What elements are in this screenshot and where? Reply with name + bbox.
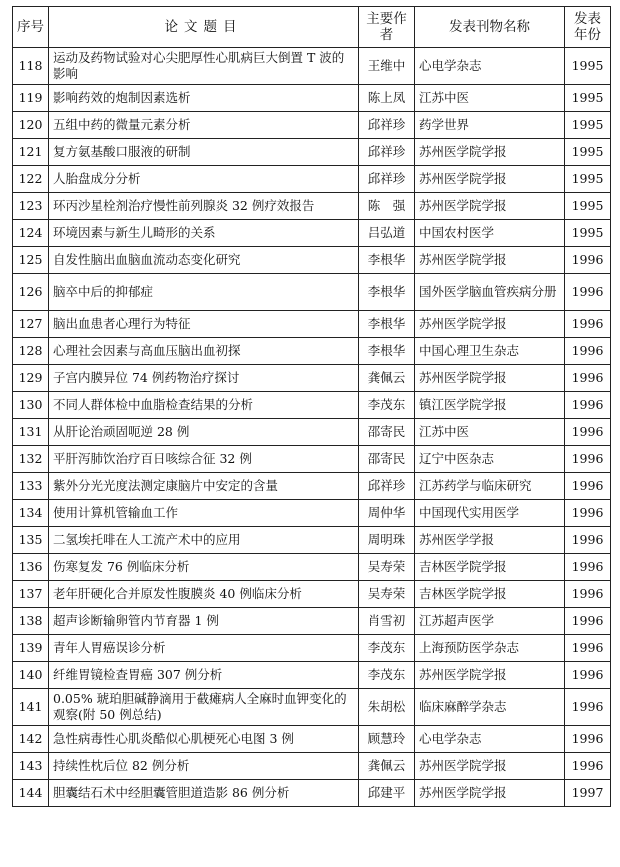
publish-year: 1996: [565, 581, 611, 608]
row-number: 125: [13, 247, 49, 274]
row-number: 139: [13, 635, 49, 662]
row-number: 129: [13, 365, 49, 392]
table-row: [13, 753, 611, 780]
paper-title: 运动及药物试验对心尖肥厚性心肌病巨大倒置 T 波的影响: [49, 48, 359, 85]
paper-title: 心理社会因素与高血压脑出血初探: [49, 338, 359, 365]
paper-title: 脑卒中后的抑郁症: [49, 274, 359, 311]
table-row: [13, 338, 611, 365]
row-number: 137: [13, 581, 49, 608]
paper-title: 老年肝硬化合并原发性腹膜炎 40 例临床分析: [49, 581, 359, 608]
row-number: 134: [13, 500, 49, 527]
header-title: 论文题目: [49, 7, 359, 48]
table-row: [13, 662, 611, 689]
author-name: 朱胡松: [359, 689, 415, 726]
journal-name: 中国心理卫生杂志: [415, 338, 565, 365]
publish-year: 1995: [565, 166, 611, 193]
row-number: 138: [13, 608, 49, 635]
journal-name: 苏州医学院学报: [415, 780, 565, 807]
row-number: 121: [13, 139, 49, 166]
paper-title: 复方氨基酸口服液的研制: [49, 139, 359, 166]
header-journal: 发表刊物名称: [415, 7, 565, 48]
publish-year: 1996: [565, 753, 611, 780]
table-row: [13, 112, 611, 139]
author-name: 邱建平: [359, 780, 415, 807]
row-number: 119: [13, 85, 49, 112]
row-number: 128: [13, 338, 49, 365]
author-name: 龚佩云: [359, 365, 415, 392]
author-name: 周明珠: [359, 527, 415, 554]
journal-name: 苏州医学院学报: [415, 247, 565, 274]
publish-year: 1996: [565, 274, 611, 311]
row-number: 124: [13, 220, 49, 247]
paper-title: 环丙沙星栓剂治疗慢性前列腺炎 32 例疗效报告: [49, 193, 359, 220]
paper-title: 纤维胃镜检查胃癌 307 例分析: [49, 662, 359, 689]
journal-name: 辽宁中医杂志: [415, 446, 565, 473]
paper-title: 紫外分光光度法测定康脑片中安定的含量: [49, 473, 359, 500]
table-body: [13, 48, 611, 807]
publish-year: 1996: [565, 500, 611, 527]
row-number: 123: [13, 193, 49, 220]
row-number: 132: [13, 446, 49, 473]
table-row: [13, 311, 611, 338]
paper-title: 伤寒复发 76 例临床分析: [49, 554, 359, 581]
row-number: 133: [13, 473, 49, 500]
journal-name: 苏州医学院学报: [415, 753, 565, 780]
publish-year: 1996: [565, 726, 611, 753]
publish-year: 1996: [565, 527, 611, 554]
table-row: [13, 446, 611, 473]
publish-year: 1995: [565, 112, 611, 139]
journal-name: 苏州医学院学报: [415, 139, 565, 166]
paper-title: 0.05% 琥珀胆碱静滴用于截瘫病人全麻时血钾变化的观察(附 50 例总结): [49, 689, 359, 726]
publish-year: 1996: [565, 446, 611, 473]
header-no: 序号: [13, 7, 49, 48]
paper-title: 影响药效的炮制因素选析: [49, 85, 359, 112]
journal-name: 上海预防医学杂志: [415, 635, 565, 662]
author-name: 李茂东: [359, 635, 415, 662]
journal-name: 心电学杂志: [415, 726, 565, 753]
header-year: 发表年份: [565, 7, 611, 48]
paper-title: 不同人群体检中血脂检查结果的分析: [49, 392, 359, 419]
author-name: 吴寿荣: [359, 581, 415, 608]
row-number: 130: [13, 392, 49, 419]
publish-year: 1995: [565, 85, 611, 112]
table-header-row: [13, 7, 611, 48]
publish-year: 1996: [565, 247, 611, 274]
row-number: 144: [13, 780, 49, 807]
table-row: [13, 780, 611, 807]
table-row: [13, 527, 611, 554]
paper-title: 急性病毒性心肌炎酷似心肌梗死心电图 3 例: [49, 726, 359, 753]
table-row: [13, 635, 611, 662]
publish-year: 1996: [565, 365, 611, 392]
journal-name: 临床麻醉学杂志: [415, 689, 565, 726]
publish-year: 1996: [565, 392, 611, 419]
table-row: [13, 247, 611, 274]
journal-name: 苏州医学院学报: [415, 311, 565, 338]
journal-name: 江苏药学与临床研究: [415, 473, 565, 500]
journal-name: 中国现代实用医学: [415, 500, 565, 527]
table-row: [13, 726, 611, 753]
row-number: 118: [13, 48, 49, 85]
journal-name: 苏州医学学报: [415, 527, 565, 554]
publish-year: 1995: [565, 220, 611, 247]
publish-year: 1996: [565, 338, 611, 365]
publish-year: 1996: [565, 608, 611, 635]
table-row: [13, 274, 611, 311]
publish-year: 1996: [565, 554, 611, 581]
row-number: 122: [13, 166, 49, 193]
journal-name: 中国农村医学: [415, 220, 565, 247]
publish-year: 1996: [565, 662, 611, 689]
publish-year: 1995: [565, 139, 611, 166]
journal-name: 国外医学脑血管疾病分册: [415, 274, 565, 311]
table-row: [13, 365, 611, 392]
table-row: [13, 581, 611, 608]
publish-year: 1996: [565, 311, 611, 338]
journal-name: 镇江医学院学报: [415, 392, 565, 419]
paper-title: 五组中药的微量元素分析: [49, 112, 359, 139]
author-name: 顾慧玲: [359, 726, 415, 753]
table-row: [13, 139, 611, 166]
row-number: 142: [13, 726, 49, 753]
journal-name: 药学世界: [415, 112, 565, 139]
journal-name: 苏州医学院学报: [415, 166, 565, 193]
paper-title: 子宫内膜异位 74 例药物治疗探讨: [49, 365, 359, 392]
publish-year: 1996: [565, 689, 611, 726]
paper-title: 平肝泻肺饮治疗百日咳综合征 32 例: [49, 446, 359, 473]
author-name: 吕弘道: [359, 220, 415, 247]
publish-year: 1995: [565, 48, 611, 85]
row-number: 136: [13, 554, 49, 581]
author-name: 周仲华: [359, 500, 415, 527]
author-name: 邵寄民: [359, 446, 415, 473]
row-number: 141: [13, 689, 49, 726]
author-name: 李根华: [359, 247, 415, 274]
table-row: [13, 500, 611, 527]
author-name: 李根华: [359, 274, 415, 311]
paper-title: 胆囊结石术中经胆囊管胆道造影 86 例分析: [49, 780, 359, 807]
paper-title: 超声诊断输卵管内节育器 1 例: [49, 608, 359, 635]
table-row: [13, 193, 611, 220]
table-row: [13, 166, 611, 193]
paper-title: 环境因素与新生儿畸形的关系: [49, 220, 359, 247]
table-row: [13, 689, 611, 726]
author-name: 吴寿荣: [359, 554, 415, 581]
author-name: 肖雪初: [359, 608, 415, 635]
header-author: 主要作者: [359, 7, 415, 48]
row-number: 131: [13, 419, 49, 446]
table-row: [13, 554, 611, 581]
table-row: [13, 392, 611, 419]
journal-name: 心电学杂志: [415, 48, 565, 85]
table-row: [13, 220, 611, 247]
paper-title: 持续性枕后位 82 例分析: [49, 753, 359, 780]
author-name: 邵寄民: [359, 419, 415, 446]
author-name: 陈上凤: [359, 85, 415, 112]
paper-title: 从肝论治顽固呃逆 28 例: [49, 419, 359, 446]
journal-name: 苏州医学院学报: [415, 365, 565, 392]
journal-name: 吉林医学院学报: [415, 554, 565, 581]
journal-name: 江苏超声医学: [415, 608, 565, 635]
table-row: [13, 48, 611, 85]
paper-title: 使用计算机管输血工作: [49, 500, 359, 527]
publish-year: 1996: [565, 635, 611, 662]
author-name: 邱祥珍: [359, 112, 415, 139]
table-row: [13, 85, 611, 112]
row-number: 140: [13, 662, 49, 689]
row-number: 143: [13, 753, 49, 780]
author-name: 李茂东: [359, 392, 415, 419]
publish-year: 1996: [565, 473, 611, 500]
paper-title: 青年人胃癌误诊分析: [49, 635, 359, 662]
row-number: 126: [13, 274, 49, 311]
paper-title: 脑出血患者心理行为特征: [49, 311, 359, 338]
row-number: 120: [13, 112, 49, 139]
journal-name: 江苏中医: [415, 85, 565, 112]
journal-name: 吉林医学院学报: [415, 581, 565, 608]
table-row: [13, 608, 611, 635]
author-name: 邱祥珍: [359, 166, 415, 193]
publish-year: 1996: [565, 419, 611, 446]
paper-title: 人胎盘成分分析: [49, 166, 359, 193]
table-row: [13, 473, 611, 500]
row-number: 127: [13, 311, 49, 338]
author-name: 李根华: [359, 338, 415, 365]
journal-name: 江苏中医: [415, 419, 565, 446]
author-name: 李根华: [359, 311, 415, 338]
paper-title: 自发性脑出血脑血流动态变化研究: [49, 247, 359, 274]
journal-name: 苏州医学院学报: [415, 662, 565, 689]
author-name: 邱祥珍: [359, 473, 415, 500]
author-name: 李茂东: [359, 662, 415, 689]
table-row: [13, 419, 611, 446]
publish-year: 1997: [565, 780, 611, 807]
author-name: 邱祥珍: [359, 139, 415, 166]
paper-title: 二氢埃托啡在人工流产术中的应用: [49, 527, 359, 554]
row-number: 135: [13, 527, 49, 554]
publish-year: 1995: [565, 193, 611, 220]
papers-table: [12, 6, 611, 807]
author-name: 王维中: [359, 48, 415, 85]
journal-name: 苏州医学院学报: [415, 193, 565, 220]
author-name: 龚佩云: [359, 753, 415, 780]
author-name: 陈 强: [359, 193, 415, 220]
